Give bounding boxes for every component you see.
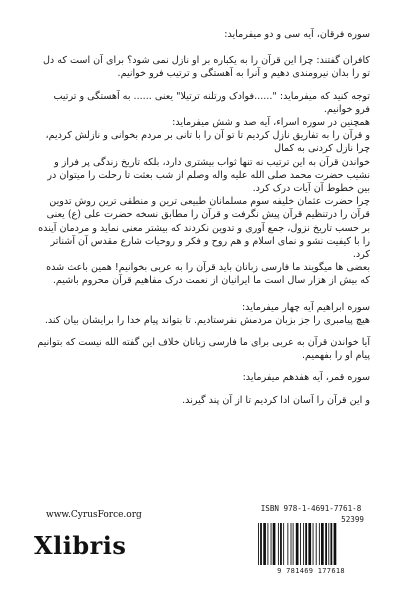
price-code: 52399 (341, 515, 364, 524)
website-link[interactable]: www.CyrusForce.org (46, 510, 142, 520)
paragraph-history: خواندن قرآن به این ترتیب نه تنها ثواب بیشتری دارد، بلکه تاریخ زندگی پر فراز و نشیب حضرت محمد صلی الله علیه واله وصلم از شب بعثت تا رحلت را میتوان در بین خطوط آن آیات درک کرد. (47, 156, 370, 195)
persian-text-block (36, 28, 370, 407)
isbn-text: ISBN 978-1-4691-7761-8 (260, 504, 362, 513)
paragraph-heading-qamar: سوره قمر، آیه هفدهم میفرماید: (242, 372, 370, 384)
publisher-logo: Xlibris (34, 531, 127, 560)
paragraph-prophet: هیچ پیامبری را جز بزبان مردمش نفرستادیم. تا بتواند پیام خدا را برایشان بیان کند. (44, 314, 370, 326)
paragraph-uthman: چرا حضرت عثمان خلیفه سوم مسلمانان طبیعی ترین و منطقی ترین روش تدوین قرآن را درتنظیم قرآن پیش نگرفت و قرآن را مطابق نسخه حضرت علی (ع) یعنی بر حسب تاریخ نزول، جمع آوری و تدوین نکردند که بیشتر معنی نماید و مردمان آینده را با کیفیت نشو و نمای اسلام و هم روح و فکر و روحیات شارع مقدس آن آشناتر کرد. (38, 196, 370, 261)
paragraph-heading-isra: همچنین در سوره اسراء، آیه صد و شش میفرماید: (172, 117, 370, 129)
paragraph-kafiran: کافران گفتند: چرا این قرآن را به یکباره بر او نازل نمی شود؟ برای آن است که دل تو را بدان نیرومندی دهیم و آنرا به آهستگی و ترتیب فرو خوانیم. (42, 55, 370, 80)
barcode-digits: 9 781469 177618 (277, 567, 345, 575)
paragraph-heading-furqan: سوره فرقان، آیه سی و دو میفرماید: (224, 29, 370, 40)
paragraph-tartil: توجه کنید که میفرماید: "......فوادک ورتلنه ترتیلا" یعنی ...... به آهستگی و ترتیب فرو خوانیم. (53, 90, 370, 115)
paragraph-question: آیا خواندن قرآن به عربی برای ما فارسی زبانان خلاف این گفته الله نیست که بتوانیم پیام او را بفهمیم. (37, 337, 370, 362)
paragraph-tafariq: و قرآن را به تفاریق نازل کردیم تا تو آن را با تانی بر مردم بخوانی و نازلش کردیم، چرا نازل کردنی به کمال (45, 130, 370, 155)
paragraph-persian-speakers: بعضی ها میگویند ما فارسی زبانان باید قرآن را به عربی بخوانیم! همین باعث شده که بیش از هزار سال است ما ایرانیان از نعمت درک مفاهیم قرآن محروم باشیم. (46, 262, 370, 287)
isbn-barcode-block (256, 505, 366, 575)
paragraph-heading-ibrahim: سوره ابراهیم آیه چهار میفرماید: (241, 301, 370, 313)
paragraph-easy-quran: و این قرآن را آسان ادا کردیم تا از آن پند گیرند. (182, 394, 370, 406)
barcode-icon (256, 523, 366, 569)
